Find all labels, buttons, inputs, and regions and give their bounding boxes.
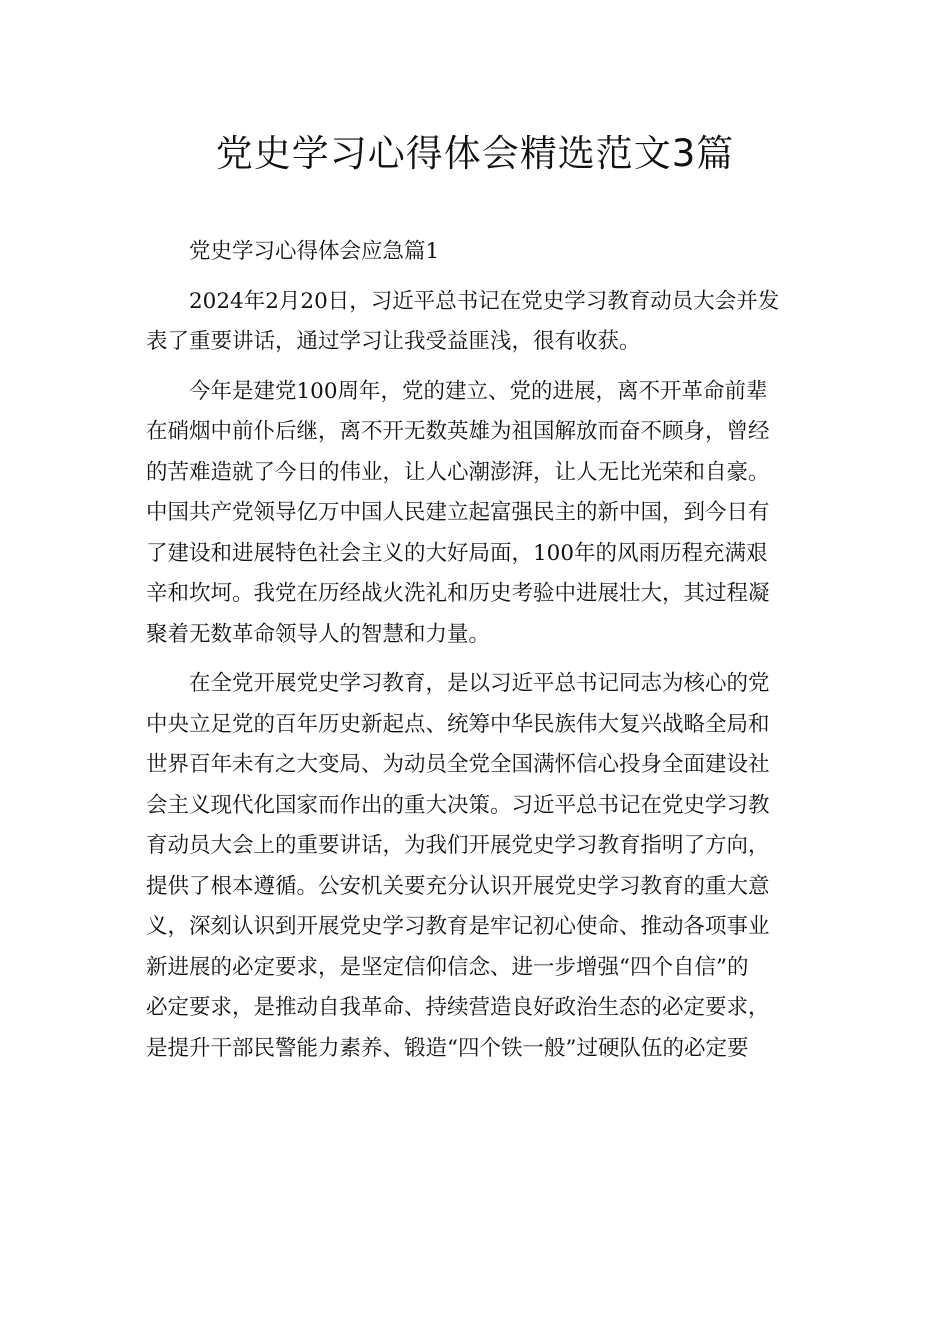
paragraph-line: 辛和坎坷。我党在历经战火洗礼和历史考验中进展壮大，其过程凝 [146, 581, 770, 606]
paragraph-line: 聚着无数革命领导人的智慧和力量。 [146, 621, 491, 647]
paragraph-2 [146, 372, 806, 656]
paragraph-line: 义，深刻认识到开展党史学习教育是牢记初心使命、推动各项事业 [146, 914, 770, 939]
paragraph-line: 会主义现代化国家而作出的重大决策。习近平总书记在党史学习教 [146, 792, 770, 818]
document-title: 党史学习心得体会精选范文3篇 [215, 132, 735, 175]
paragraph-line: 2024年2月20日，习近平总书记在党史学习教育动员大会并发 [189, 288, 780, 314]
paragraph-line: 提供了根本遵循。公安机关要充分认识开展党史学习教育的重大意 [146, 873, 770, 899]
paragraph-line: 在全党开展党史学习教育，是以习近平总书记同志为核心的党 [189, 671, 770, 696]
paragraph-line: 在硝烟中前仆后继，离不开无数英雄为祖国解放而奋不顾身，曾经 [146, 419, 770, 444]
paragraph-line: 必定要求，是推动自我革命、持续营造良好政治生态的必定要求， [146, 995, 770, 1020]
section-heading: 党史学习心得体会应急篇1 [189, 239, 440, 264]
paragraph-line: 是提升干部民警能力素养、锻造“四个铁一般”过硬队伍的必定要 [146, 1035, 749, 1061]
paragraph-line: 世界百年未有之大变局、为动员全党全国满怀信心投身全面建设社 [146, 752, 770, 777]
paragraph-line: 了建设和进展特色社会主义的大好局面，100年的风雨历程充满艰 [146, 540, 768, 566]
paragraph-line: 中国共产党领导亿万中国人民建立起富强民主的新中国，到今日有 [146, 500, 770, 525]
paragraph-line: 今年是建党100周年，党的建立、党的进展，离不开革命前辈 [189, 378, 768, 404]
paragraph-line: 育动员大会上的重要讲话，为我们开展党史学习教育指明了方向， [146, 833, 770, 858]
paragraph-line: 新进展的必定要求，是坚定信仰信念、进一步增强“四个自信”的 [146, 954, 749, 980]
paragraph-line: 中央立足党的百年历史新起点、统筹中华民族伟大复兴战略全局和 [146, 711, 770, 737]
paragraph-1 [146, 282, 806, 363]
document-body [146, 232, 806, 1069]
paragraph-line: 的苦难造就了今日的伟业，让人心潮澎湃，让人无比光荣和自豪。 [146, 459, 770, 485]
paragraph-line: 表了重要讲话，通过学习让我受益匪浅，很有收获。 [146, 329, 641, 354]
paragraph-3 [146, 664, 806, 1069]
